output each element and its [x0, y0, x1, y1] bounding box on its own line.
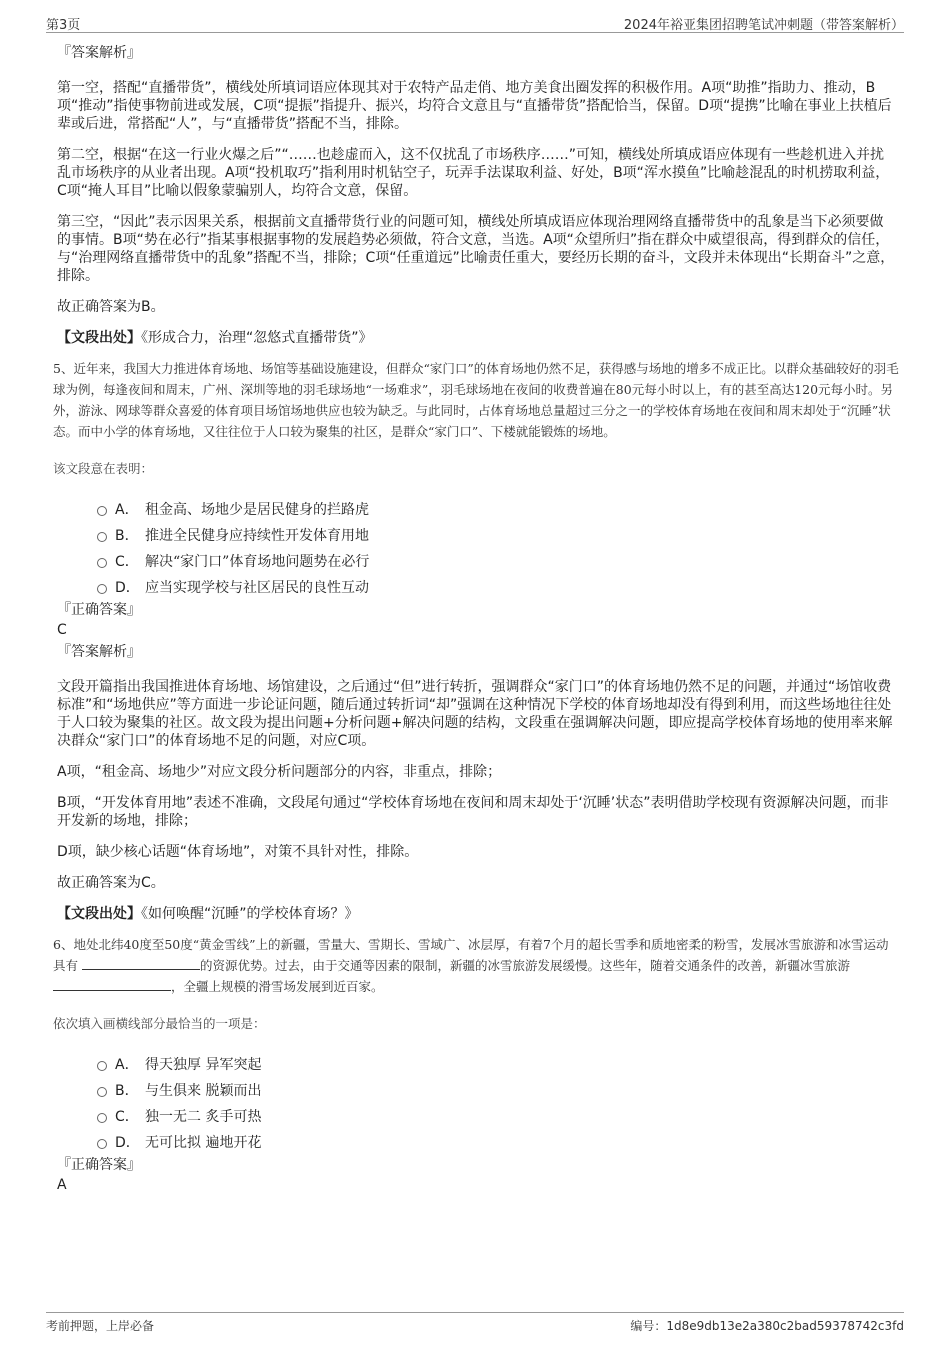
- code-value: 1d8e9db13e2a380c2bad59378742c3fd: [666, 1319, 904, 1333]
- question-text-part: ，全疆上规模的滑雪场发展到近百家。: [171, 979, 384, 994]
- option-text: 独一无二 炙手可热: [145, 1109, 262, 1125]
- option-letter: B．: [115, 1083, 139, 1099]
- analysis-label: 『答案解析』: [57, 45, 141, 61]
- option-letter: A．: [115, 1057, 139, 1073]
- radio-icon[interactable]: [97, 1061, 107, 1071]
- source-label: 【文段出处】: [57, 330, 141, 346]
- option-text: 应当实现学校与社区居民的良性互动: [145, 580, 369, 596]
- source-title: 《形成合力，治理“忽悠式直播带货”》: [141, 330, 373, 346]
- option-letter: D．: [115, 1135, 140, 1151]
- conclusion: 故正确答案为C。: [57, 875, 165, 891]
- analysis-paragraph: 第三空，“因此”表示因果关系，根据前文直播带货行业的问题可知，横线处所填成语应体现治理网络直播带货中的乱象是当下必须要做的事情。B项“势在必行”指某事根据事物的发展趋势必须做，符合文意，当选。A项“众望所归”指在群众中威望很高，得到群众的信任，与“治理网络直播带货中的乱象”搭配不当，排除；C项“任重道远”比喻责任重大，要经历长期的奋斗，文段并未体现出“长期奋斗”之意，排除。: [57, 214, 895, 284]
- correct-answer: C: [57, 622, 67, 638]
- option-d[interactable]: [97, 1130, 895, 1156]
- option-list: [97, 497, 895, 601]
- option-d[interactable]: [97, 575, 895, 601]
- source-label: 【文段出处】: [57, 906, 141, 922]
- option-a[interactable]: [97, 497, 895, 523]
- document-code: [630, 1317, 904, 1334]
- option-letter: D．: [115, 580, 140, 596]
- analysis-paragraph: B项，“开发体育用地”表述不准确，文段尾句通过“学校体育场地在夜间和周末却处于‘沉睡’状态”表明借助学校现有资源解决问题，而非开发新的场地，排除；: [57, 795, 889, 829]
- correct-answer-label: 『正确答案』: [57, 602, 141, 618]
- source-line: [57, 905, 895, 923]
- option-b[interactable]: [97, 523, 895, 549]
- conclusion: 故正确答案为B。: [57, 299, 165, 315]
- option-text: 无可比拟 遍地开花: [145, 1135, 262, 1151]
- option-b[interactable]: [97, 1078, 895, 1104]
- document-title: 2024年裕亚集团招聘笔试冲刺题（带答案解析）: [623, 18, 904, 33]
- radio-icon[interactable]: [97, 506, 107, 516]
- question-text-part: 6、地处北纬40度至50度“黄金雪线”上的新疆，雪量大、雪期长、雪域广、冰层厚，有着7个月的超长雪季和质地密柔的粉雪，发展冰雪旅游和冰雪运动具有: [53, 937, 889, 973]
- option-c[interactable]: [97, 549, 895, 575]
- radio-icon[interactable]: [97, 1087, 107, 1097]
- fill-blank: [53, 978, 171, 991]
- fill-blank: [82, 957, 200, 970]
- radio-icon[interactable]: [97, 584, 107, 594]
- radio-icon[interactable]: [97, 532, 107, 542]
- radio-icon[interactable]: [97, 1113, 107, 1123]
- question-text-part: 的资源优势。过去，由于交通等因素的限制，新疆的冰雪旅游发展缓慢。这些年，随着交通条件的改善，新疆冰雪旅游: [200, 958, 851, 973]
- option-letter: C．: [115, 554, 139, 570]
- analysis-paragraph: 第一空，搭配“直播带货”，横线处所填词语应体现其对于农特产品走俏、地方美食出圈发挥的积极作用。A项“助推”指助力、推动，B项“推动”指使事物前进或发展，C项“提振”指提升、振兴，均符合文意且与“直播带货”搭配恰当，保留。D项“提携”比喻在事业上扶植后辈或后进，常搭配“人”，与“直播带货”搭配不当，排除。: [57, 80, 892, 132]
- analysis-paragraph: D项，缺少核心话题“体育场地”，对策不具针对性，排除。: [57, 844, 419, 860]
- question-prompt: 依次填入画横线部分最恰当的一项是：: [53, 1016, 266, 1031]
- analysis-paragraph: 第二空，根据“在这一行业火爆之后”“……也趁虚而入，这不仅扰乱了市场秩序……”可知，横线处所填成语应体现有一些趁机进入并扰乱市场秩序的从业者出现。A项“投机取巧”指利用时机钻空子，玩弄手法谋取利益、好处，B项“浑水摸鱼”比喻趁混乱的时机捞取利益，C项“掩人耳目”比喻以假象蒙骗别人，均符合文意，保留。: [57, 147, 890, 199]
- radio-icon[interactable]: [97, 558, 107, 568]
- option-list: [97, 1052, 895, 1156]
- option-text: 推进全民健身应持续性开发体育用地: [145, 528, 369, 544]
- question-text: 5、近年来，我国大力推进体育场地、场馆等基础设施建设，但群众“家门口”的体育场地仍然不足，获得感与场地的增多不成正比。以群众基础较好的羽毛球为例，每逢夜间和周末，广州、深圳等地的羽毛球场地“一场难求”，羽毛球场地在夜间的收费普遍在80元每小时以上，有的甚至高达120元每小时。另外，游泳、网球等群众喜爱的体育项目场馆场地供应也较为缺乏。与此同时，占体育场地总量超过三分之一的学校体育场地在夜间和周末却处于“沉睡”状态。而中小学的体育场地，又往往位于人口较为聚集的社区，是群众“家门口”、下楼就能锻炼的场地。: [53, 361, 899, 439]
- analysis-paragraph: 文段开篇指出我国推进体育场地、场馆建设，之后通过“但”进行转折，强调群众“家门口”的体育场地仍然不足的问题，并通过“场馆收费标准”和“场地供应”等方面进一步论证问题，随后通过转折词“却”强调在这种情况下学校的体育场地却没有得到利用，而这些场地往往处于人口较为聚集的社区。故文段为提出问题+分析问题+解决问题的结构，文段重在强调解决问题，即应提高学校体育场地的使用率来解决群众“家门口”的体育场地不足的问题，对应C项。: [57, 679, 893, 749]
- page-header: [46, 12, 904, 33]
- radio-icon[interactable]: [97, 1139, 107, 1149]
- analysis-label: 『答案解析』: [57, 644, 141, 660]
- page-content: [53, 44, 899, 1198]
- correct-answer: A: [57, 1177, 67, 1193]
- option-letter: C．: [115, 1109, 139, 1125]
- footer-slogan: 考前押题，上岸必备: [46, 1319, 155, 1333]
- option-text: 解决“家门口”体育场地问题势在必行: [145, 554, 370, 570]
- page-number: 第3页: [46, 18, 81, 33]
- option-text: 租金高、场地少是居民健身的拦路虎: [145, 502, 369, 518]
- option-text: 得天独厚 异军突起: [145, 1057, 262, 1073]
- analysis-paragraph: A项，“租金高、场地少”对应文段分析问题部分的内容，非重点，排除；: [57, 764, 502, 780]
- question-text: [53, 934, 899, 997]
- option-c[interactable]: [97, 1104, 895, 1130]
- correct-answer-label: 『正确答案』: [57, 1157, 141, 1173]
- option-letter: B．: [115, 528, 139, 544]
- source-title: 《如何唤醒“沉睡”的学校体育场？》: [141, 906, 359, 922]
- option-a[interactable]: [97, 1052, 895, 1078]
- source-line: [57, 329, 895, 347]
- option-letter: A．: [115, 502, 139, 518]
- option-text: 与生俱来 脱颖而出: [145, 1083, 262, 1099]
- question-prompt: 该文段意在表明：: [53, 461, 154, 476]
- page-footer: [46, 1312, 904, 1335]
- code-label: 编号：: [630, 1319, 667, 1333]
